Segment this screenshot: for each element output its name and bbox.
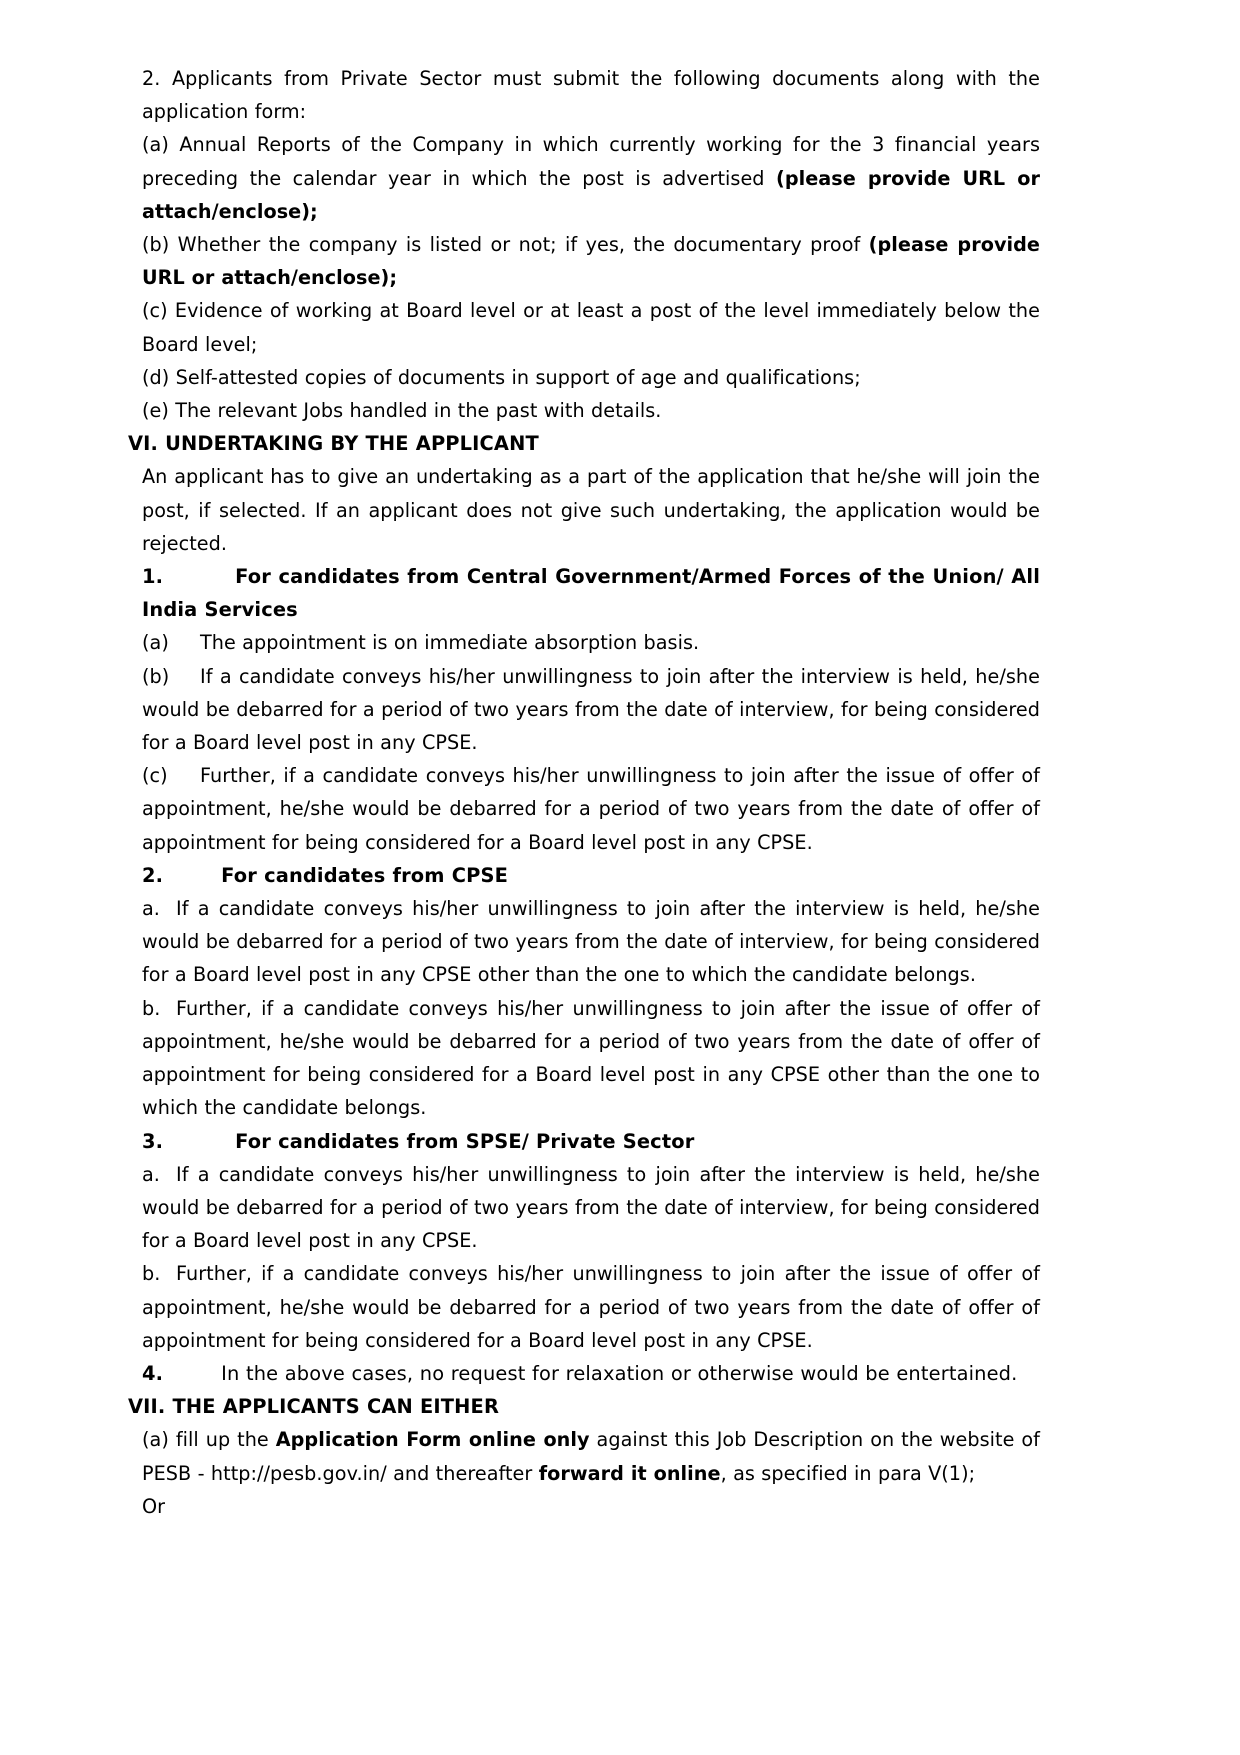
ps-a-text: (a) Annual Reports of the Company in which currently working for the 3 financial years preceding the calendar year in which the post is advertised [142,133,1040,190]
item-text-b: Further, if a candidate conveys his/her unwillingness to join after the issue of offer of appointment, he/she would be debarred for a period of two years from the date of offer of appointment for being considered for a Board level post in any CPSE. [142,1262,1040,1352]
subsection-heading-1 [140,560,1040,626]
document-body [128,62,1041,1523]
paragraph-vi-2-b [140,992,1040,1125]
ps-b-text: (b) Whether the company is listed or not; if yes, the documentary proof [142,233,869,257]
section-heading-vii: VII. THE APPLICANTS CAN EITHER [128,1395,500,1419]
item-text-a: If a candidate conveys his/her unwillingness to join after the interview is held, he/she would be debarred for a period of two years from the date of interview, for being considered for a Board level post in any CPSE other than the one to which the candidate belongs. [142,897,1040,987]
paragraph-vi-2-a [140,892,1040,992]
section-heading-vi: VI. UNDERTAKING BY THE APPLICANT [128,432,539,456]
subsection-3-number: 3. [142,1129,164,1153]
item-label-a: (a) [142,631,169,655]
vii-a-bold-forward-online: forward it online [538,1461,721,1485]
subsection-1-number: 1. [142,565,164,589]
vii-a-suffix: , as specified in para V(1); [720,1461,976,1485]
paragraph-vi-1-a [140,626,1040,659]
subsection-4-number: 4. [142,1361,164,1385]
paragraph-vi-3-a [140,1158,1040,1258]
vii-a-bold-application-form: Application Form online only [275,1428,590,1452]
subsection-heading-4 [140,1357,1040,1390]
paragraph-vi-3-b [140,1257,1040,1357]
paragraph-vi-1-c [140,759,1040,859]
item-label-c: (c) [142,764,168,788]
item-text-b: If a candidate conveys his/her unwillingness to join after the interview is held, he/she would be debarred for a period of two years from the date of interview, for being considered for a Board level post in any CPSE. [142,664,1040,755]
subsection-heading-2 [140,859,1040,892]
subsection-heading-3 [140,1125,1040,1158]
item-label-a: a. [142,897,160,921]
item-text-a: The appointment is on immediate absorption basis. [200,631,700,655]
paragraph-private-sector-intro: 2. Applicants from Private Sector must submit the following documents along with the application form: [142,67,1040,124]
paragraph-vii-a [140,1423,1040,1489]
paragraph-vi-intro: An applicant has to give an undertaking as a part of the application that he/she will join the post, if selected. If an applicant does not give such undertaking, the application would be rejected. [142,465,1040,555]
paragraph-vii-or: Or [142,1494,166,1518]
paragraph-ps-d: (d) Self-attested copies of documents in support of age and qualifications; [142,365,861,389]
paragraph-ps-b [140,228,1040,294]
item-label-b: (b) [142,664,170,688]
paragraph-ps-e: (e) The relevant Jobs handled in the past with details. [142,399,662,423]
subsection-2-number: 2. [142,863,164,887]
subsection-4-text: In the above cases, no request for relaxation or otherwise would be entertained. [221,1361,1018,1385]
subsection-2-title: For candidates from CPSE [221,863,508,887]
item-text-a: If a candidate conveys his/her unwillingness to join after the interview is held, he/she would be debarred for a period of two years from the date of interview, for being considered for a Board level post in any CPSE. [142,1162,1040,1253]
subsection-1-title: For candidates from Central Government/Armed Forces of the Union/ All India Services [142,565,1040,622]
paragraph-ps-c: (c) Evidence of working at Board level or at least a post of the level immediately below the Board level; [142,299,1040,356]
ps-a-bold: (please provide URL or attach/enclose); [142,166,1041,223]
ps-b-bold: (please provide URL or attach/enclose); [142,233,1040,290]
item-text-b: Further, if a candidate conveys his/her unwillingness to join after the issue of offer of appointment, he/she would be debarred for a period of two years from the date of offer of appointment for being considered for a Board level post in any CPSE other than the one to which the candidate belongs. [142,996,1040,1120]
vii-a-middle: against this Job Description on the website of PESB - http://pesb.gov.in/ and thereafter [142,1428,1040,1485]
paragraph-vi-1-b [140,660,1040,760]
subsection-3-title: For candidates from SPSE/ Private Sector [235,1129,695,1153]
item-label-b: b. [142,996,161,1020]
item-label-b: b. [142,1262,161,1286]
paragraph-ps-a [140,128,1040,228]
item-text-c: Further, if a candidate conveys his/her unwillingness to join after the issue of offer of appointment, he/she would be debarred for a period of two years from the date of offer of appointment for being considered for a Board level post in any CPSE. [142,764,1040,854]
item-label-a: a. [142,1162,160,1186]
vii-a-prefix: (a) fill up the [142,1428,276,1452]
